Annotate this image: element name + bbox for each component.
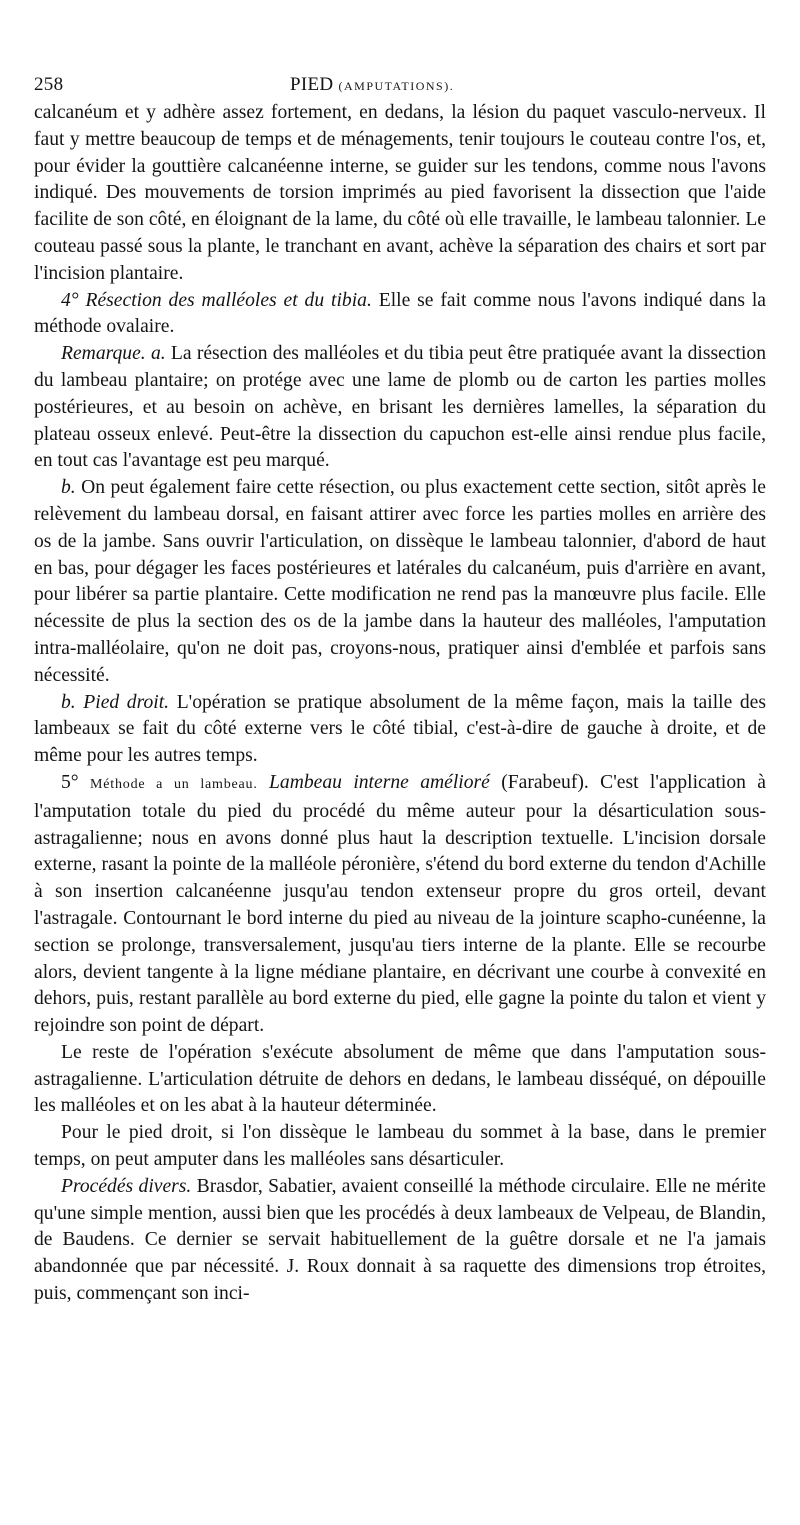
paragraph-pied-droit-text: L'opération se pratique absolument de la même façon, mais la taille des lambeaux se fait du côté externe vers le côté tibial, c'est-à-dire de gauche à droite, et de même pour les autres temps. [34, 691, 766, 767]
paragraph-remarque-a [34, 341, 766, 475]
paragraph-methode-lambeau-text: (Farabeuf). C'est l'application à l'amputation totale du pied du procédé du même auteur pour la désarticulation sous-astragalienne; nous en avons donné plus haut la description textuelle. L'incision dorsale externe, rasant la pointe de la malléole péronière, s'étend du bord externe du tendon d'Achille à son insertion calcanéenne jusqu'au tendon extenseur propre du gros orteil, devant l'astragale. Contournant le bord interne du pied au niveau de la jointure scapho-cunéenne, la section se prolonge, transversalement, jusqu'au tiers interne de la plante. Elle se recourbe alors, devient tangente à la ligne médiane plantaire, en décrivant une courbe à convexité en dehors, puis, restant parallèle au bord externe du pied, elle gagne la pointe du talon et vient y rejoindre son point de départ. [34, 771, 767, 1037]
paragraph-remarque-b [34, 475, 766, 689]
page-number: 258 [34, 74, 64, 95]
running-title-sub: (AMPUTATIONS). [338, 79, 455, 93]
running-header [34, 70, 766, 100]
paragraph-continuation: calcanéum et y adhère assez fortement, en dedans, la lésion du paquet vasculo-nerveux. Il faut y mettre beaucoup de temps et de ménagements, tenir toujours le couteau contre l'os, et, pour évider la gouttière calcanéenne interne, se guider sur les tendons, comme nous l'avons indiqué. Des mouvements de torsion imprimés au pied favorisent la dissection que l'aide facilite de son côté, en éloignant de la lame, du côté où elle travaille, le lambeau talonnier. Le couteau passé sous la plante, le tranchant en avant, achève la séparation des chairs et sort par l'incision plantaire. [34, 102, 766, 284]
running-title-main: PIED [290, 74, 334, 95]
paragraph-resection-text: Elle se fait comme nous l'avons indiqué dans la méthode ovalaire. [34, 289, 766, 338]
section-heading-remarque: Remarque. a. [61, 343, 166, 365]
body-text [34, 100, 766, 1308]
paragraph-pied-droit [34, 690, 766, 770]
paragraph-procedes-divers [34, 1174, 766, 1308]
document-page [34, 70, 766, 1308]
section-heading-lambeau-interne: Lambeau interne amélioré [257, 771, 490, 793]
section-number-5: 5° [61, 771, 91, 793]
paragraph-remarque-a-text: La résection des malléoles et du tibia peut être pratiquée avant la dissection du lambeau plantaire; on protége avec une lame de plomb ou de carton les parties molles postérieures, et au besoin on achève, en brisant les dernières lamelles, la séparation du plateau osseux enlevé. Peut-être la dissection du capuchon est-elle ainsi rendue plus facile, en tout cas l'avantage est peu marqué. [34, 343, 766, 472]
running-title [290, 74, 454, 96]
section-heading-pied-droit: b. Pied droit. [61, 691, 170, 713]
paragraph-reste-operation: Le reste de l'opération s'exécute absolument de même que dans l'amputation sous-astragalienne. L'articulation détruite de dehors en dedans, le lambeau disséqué, on dépouille les malléoles et on les abat à la hauteur déterminée. [34, 1041, 766, 1117]
paragraph-procedes-divers-text: Brasdor, Sabatier, avaient conseillé la méthode circulaire. Elle ne mérite qu'une simple mention, aussi bien que les procédés à deux lambeaux de Velpeau, de Blandin, de Baudens. Ce dernier se servait habituellement de la guêtre dorsale et ne l'a jamais abandonnée que par nécessité. J. Roux donnait à sa raquette des dimensions trop étroites, puis, commençant son inci- [34, 1175, 767, 1305]
section-heading-procedes: Procédés divers. [61, 1175, 192, 1197]
section-heading-methode: Méthode a un lambeau. [90, 776, 258, 792]
paragraph-resection [34, 288, 766, 342]
paragraph-remarque-b-text: On peut également faire cette résection, ou plus exactement cette section, sitôt après le relèvement du lambeau dorsal, en faisant attirer avec force les parties molles en arrière des os de la jambe. Sans ouvrir l'articulation, on dissèque le lambeau talonnier, d'abord de haut en bas, pour dégager les faces postérieures et latérales du calcanéum, puis d'arrière en avant, pour libérer sa partie plantaire. Cette modification ne rend pas la manœuvre plus facile. Elle nécessite de plus la section des os de la jambe dans la hauteur des malléoles, l'amputation intra-malléolaire, qu'on ne doit pas, croyons-nous, pratiquer ainsi d'emblée et parfois sans nécessité. [34, 477, 766, 686]
section-heading-resection: 4° Résection des malléoles et du tibia. [61, 289, 372, 311]
paragraph-methode-lambeau [34, 770, 766, 1040]
paragraph-pied-droit-2: Pour le pied droit, si l'on dissèque le lambeau du sommet à la base, dans le premier temps, on peut amputer dans les malléoles sans désarticuler. [34, 1122, 766, 1171]
section-heading-b: b. [61, 477, 76, 499]
